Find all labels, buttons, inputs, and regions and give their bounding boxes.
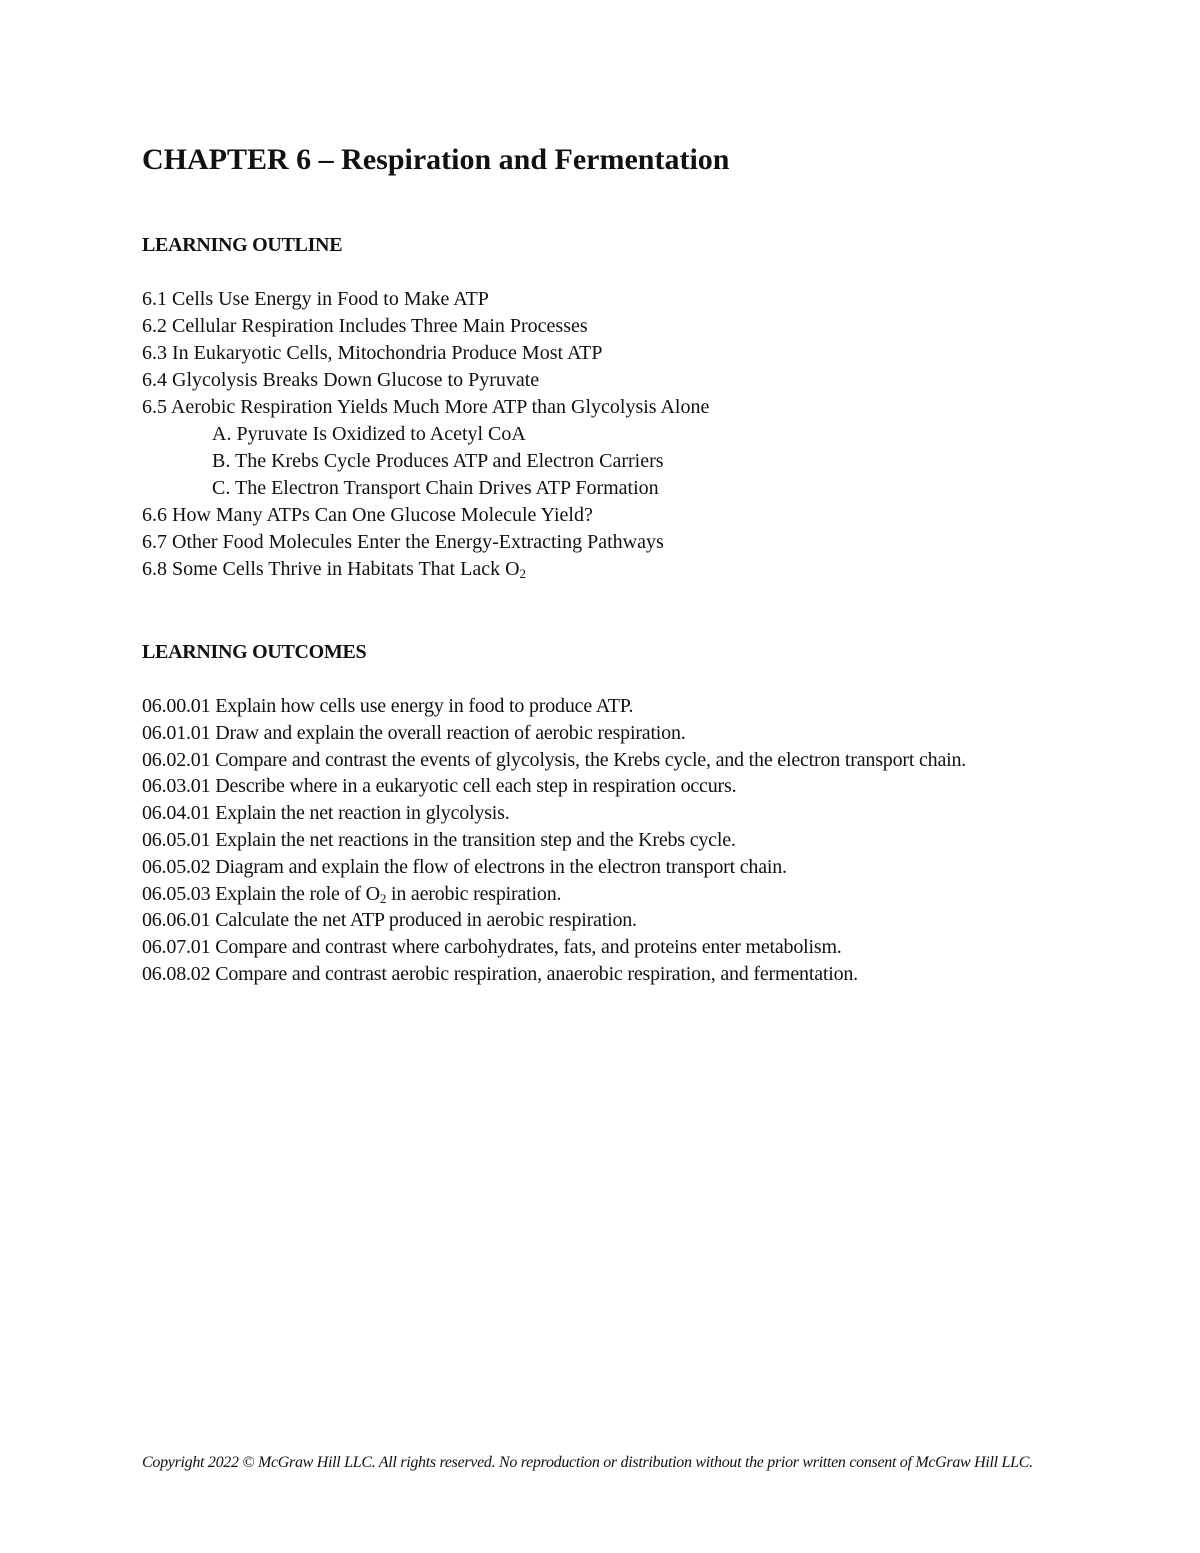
- outcome-item: 06.01.01 Draw and explain the overall reaction of aerobic respiration.: [142, 721, 686, 744]
- outcome-item: 06.06.01 Calculate the net ATP produced in aerobic respiration.: [142, 909, 637, 932]
- outline-subitem: A. Pyruvate Is Oxidized to Acetyl CoA: [212, 423, 526, 445]
- outcome-item: 06.04.01 Explain the net reaction in glycolysis.: [142, 802, 510, 825]
- outcome-item: 06.05.02 Diagram and explain the flow of electrons in the electron transport chain.: [142, 855, 787, 878]
- learning-outcomes-list: [142, 693, 1052, 988]
- outline-item: 6.3 In Eukaryotic Cells, Mitochondria Produce Most ATP: [142, 342, 603, 364]
- outline-item: 6.4 Glycolysis Breaks Down Glucose to Pyruvate: [142, 369, 540, 391]
- outcome-item: 06.07.01 Compare and contrast where carbohydrates, fats, and proteins enter metabolism.: [142, 936, 842, 959]
- outline-item: 6.5 Aerobic Respiration Yields Much More ATP than Glycolysis Alone: [142, 396, 710, 418]
- outcome-item: 06.00.01 Explain how cells use energy in food to produce ATP.: [142, 695, 634, 717]
- outcome-item: 06.03.01 Describe where in a eukaryotic cell each step in respiration occurs.: [142, 775, 737, 798]
- outcome-item: 06.05.03 Explain the role of $O_2$ in aerobic respiration.: [142, 882, 562, 906]
- learning-outcomes-heading: LEARNING OUTCOMES: [142, 641, 367, 663]
- outline-item: 6.7 Other Food Molecules Enter the Energy-Extracting Pathways: [142, 531, 664, 553]
- outcome-item: 06.02.01 Compare and contrast the events of glycolysis, the Krebs cycle, and the electron transport chain.: [142, 748, 967, 771]
- page-title: CHAPTER 6 – Respiration and Fermentation: [142, 143, 730, 176]
- outcome-item: 06.05.01 Explain the net reactions in the transition step and the Krebs cycle.: [142, 828, 736, 851]
- outline-item: 6.2 Cellular Respiration Includes Three Main Processes: [142, 315, 588, 337]
- outline-subitem: C. The Electron Transport Chain Drives ATP Formation: [212, 477, 659, 499]
- learning-outline-list: [142, 286, 709, 583]
- outline-item: 6.1 Cells Use Energy in Food to Make ATP: [142, 288, 489, 310]
- outline-subitem: B. The Krebs Cycle Produces ATP and Electron Carriers: [212, 450, 664, 472]
- learning-outline-heading: LEARNING OUTLINE: [142, 234, 343, 256]
- copyright-footer: Copyright 2022 © McGraw Hill LLC. All rights reserved. No reproduction or distribution without the prior written consent of McGraw Hill LLC.: [142, 1454, 1033, 1471]
- outline-item: 6.8 Some Cells Thrive in Habitats That Lack $O_2$: [142, 558, 527, 581]
- outline-item: 6.6 How Many ATPs Can One Glucose Molecule Yield?: [142, 504, 593, 526]
- outcome-item: 06.08.02 Compare and contrast aerobic respiration, anaerobic respiration, and fermentation.: [142, 962, 858, 985]
